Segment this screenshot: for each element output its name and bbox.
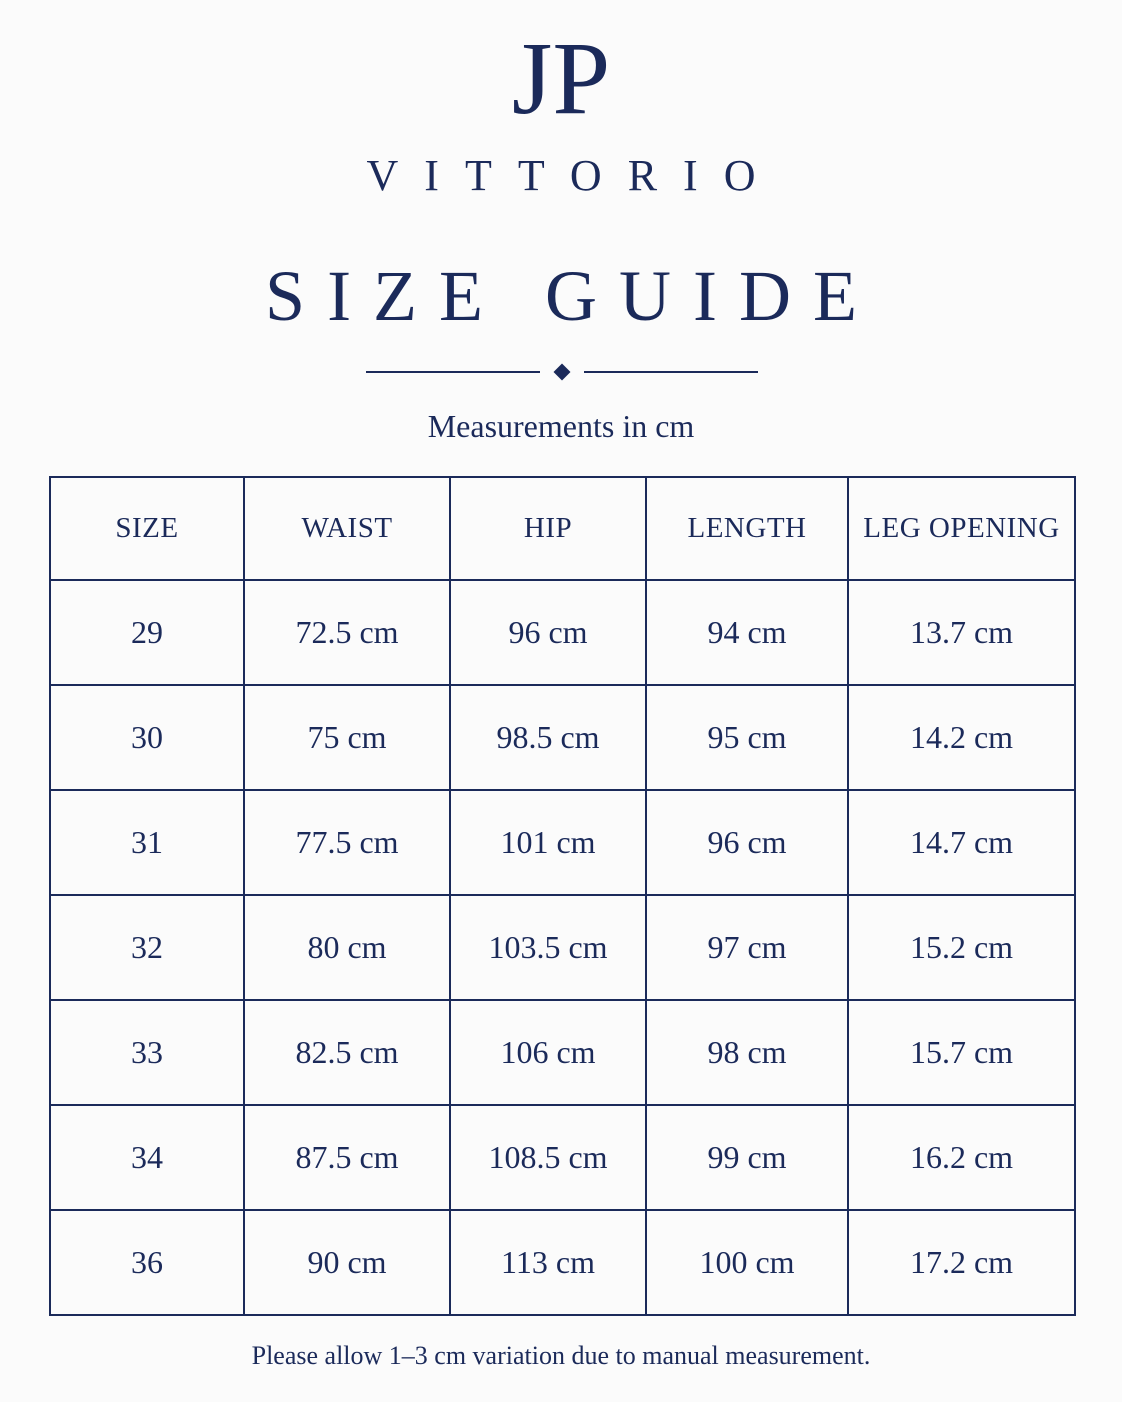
page-title: SIZE GUIDE bbox=[265, 256, 879, 336]
column-header-waist: WAIST bbox=[244, 477, 450, 580]
measurement-disclaimer: Please allow 1–3 cm variation due to manual measurement. bbox=[251, 1341, 871, 1370]
table-row bbox=[50, 1000, 1075, 1105]
table-row bbox=[50, 685, 1075, 790]
ornamental-divider bbox=[366, 362, 758, 382]
table-header-row bbox=[50, 477, 1075, 580]
cell-size: 32 bbox=[50, 895, 244, 1000]
cell-length: 98 cm bbox=[646, 1000, 848, 1105]
table-row bbox=[50, 1210, 1075, 1315]
cell-size: 29 bbox=[50, 580, 244, 685]
cell-size: 30 bbox=[50, 685, 244, 790]
cell-hip: 96 cm bbox=[450, 580, 646, 685]
cell-leg-opening: 16.2 cm bbox=[848, 1105, 1075, 1210]
cell-hip: 113 cm bbox=[450, 1210, 646, 1315]
cell-waist: 75 cm bbox=[244, 685, 450, 790]
brand-name: VITTORIO bbox=[366, 151, 782, 200]
cell-hip: 103.5 cm bbox=[450, 895, 646, 1000]
cell-size: 33 bbox=[50, 1000, 244, 1105]
cell-hip: 108.5 cm bbox=[450, 1105, 646, 1210]
cell-length: 94 cm bbox=[646, 580, 848, 685]
cell-waist: 77.5 cm bbox=[244, 790, 450, 895]
cell-waist: 82.5 cm bbox=[244, 1000, 450, 1105]
column-header-length: LENGTH bbox=[646, 477, 848, 580]
cell-waist: 90 cm bbox=[244, 1210, 450, 1315]
column-header-leg-opening: LEG OPENING bbox=[848, 477, 1075, 580]
diamond-icon bbox=[554, 364, 571, 381]
cell-size: 31 bbox=[50, 790, 244, 895]
cell-waist: 87.5 cm bbox=[244, 1105, 450, 1210]
cell-hip: 98.5 cm bbox=[450, 685, 646, 790]
measurement-unit-note: Measurements in cm bbox=[427, 408, 695, 444]
cell-waist: 80 cm bbox=[244, 895, 450, 1000]
cell-leg-opening: 14.2 cm bbox=[848, 685, 1075, 790]
table-row bbox=[50, 895, 1075, 1000]
cell-waist: 72.5 cm bbox=[244, 580, 450, 685]
cell-leg-opening: 17.2 cm bbox=[848, 1210, 1075, 1315]
column-header-size: SIZE bbox=[50, 477, 244, 580]
cell-length: 95 cm bbox=[646, 685, 848, 790]
brand-monogram: JP bbox=[511, 21, 611, 136]
cell-length: 99 cm bbox=[646, 1105, 848, 1210]
divider-line-left bbox=[366, 371, 540, 373]
cell-length: 96 cm bbox=[646, 790, 848, 895]
cell-length: 100 cm bbox=[646, 1210, 848, 1315]
cell-hip: 101 cm bbox=[450, 790, 646, 895]
cell-length: 97 cm bbox=[646, 895, 848, 1000]
size-table bbox=[49, 476, 1076, 1316]
table-row bbox=[50, 790, 1075, 895]
divider-line-right bbox=[584, 371, 758, 373]
column-header-hip: HIP bbox=[450, 477, 646, 580]
cell-leg-opening: 15.7 cm bbox=[848, 1000, 1075, 1105]
cell-leg-opening: 13.7 cm bbox=[848, 580, 1075, 685]
cell-hip: 106 cm bbox=[450, 1000, 646, 1105]
table-row bbox=[50, 1105, 1075, 1210]
cell-leg-opening: 15.2 cm bbox=[848, 895, 1075, 1000]
cell-size: 36 bbox=[50, 1210, 244, 1315]
cell-leg-opening: 14.7 cm bbox=[848, 790, 1075, 895]
cell-size: 34 bbox=[50, 1105, 244, 1210]
table-row bbox=[50, 580, 1075, 685]
